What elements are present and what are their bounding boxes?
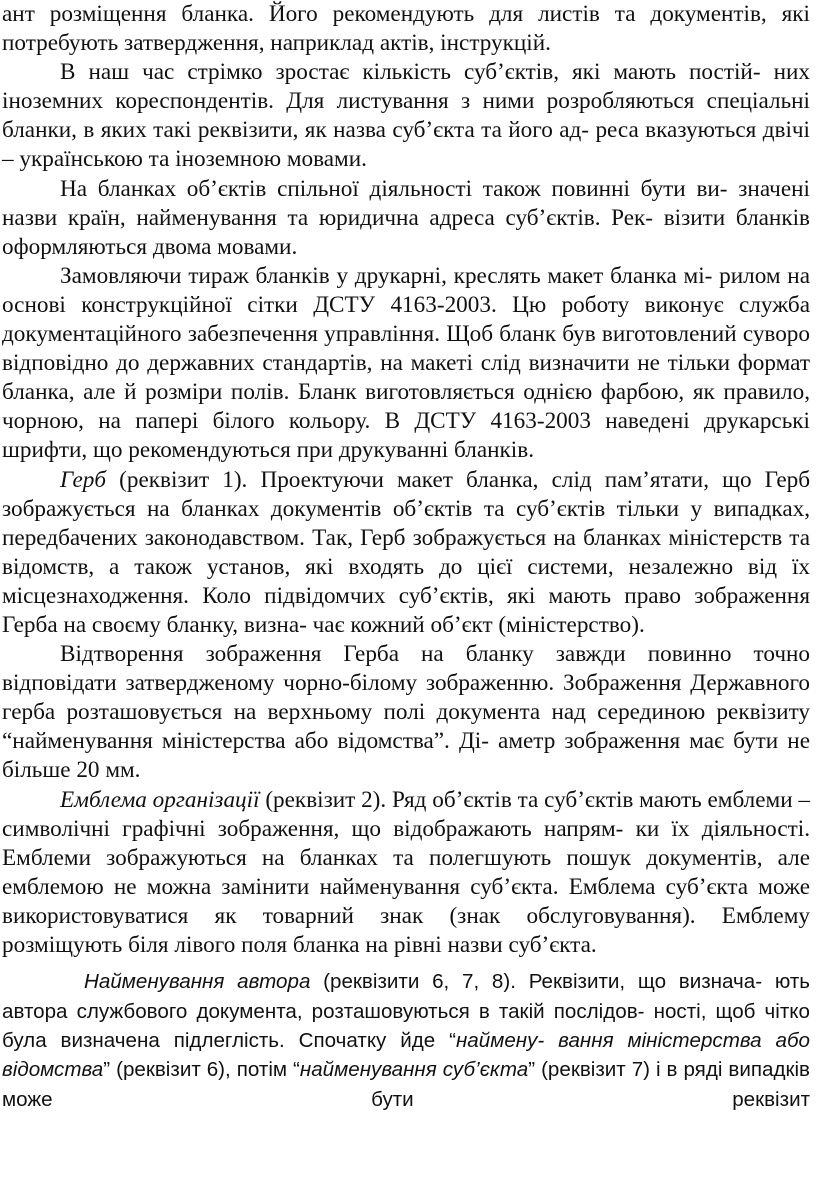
paragraph-author-name	[2, 967, 810, 1114]
paragraph-joint-activity	[2, 175, 810, 262]
term-entity-name: найменування суб’єкта	[299, 1058, 529, 1082]
paragraph-text: (реквізити 6, 7, 8). Реквізити, що визнача- ють автора службового документа, розташовуються в такій послідов- ності, щоб чітко була визначена підлеглість. Спочатку йде “	[2, 970, 811, 1052]
paragraph-text: Відтворення зображення Герба на бланку завжди повинно точно відповідати затвердженому чорно-білому зображенню. Зображення Державного герба розташовується на верхньому полі документа над серединою реквізиту “найменування міністерства або відомства”. Ді- аметр зображення має бути не більше 20 мм.	[2, 641, 810, 784]
term-author-name: Найменування автора	[84, 970, 311, 994]
paragraph-text: Замовляючи тираж бланків у друкарні, креслять макет бланка мі- рилом на основі конструкційної сітки ДСТУ 4163-2003. Цю роботу виконує служба документаційного забезпечення управління. Щоб бланк був виготовлений суворо відповідно до державних стандартів, на макеті слід визначити не тільки формат бланка, але й розміри полів. Бланк виготовляється однією фарбою, як правило, чорною, на папері білого кольору. В ДСТУ 4163-2003 наведені друкарські шрифти, що рекомендуються при друкуванні бланків.	[2, 262, 810, 464]
paragraph-coat-of-arms	[2, 466, 810, 641]
paragraph-foreign-correspondents	[2, 58, 810, 174]
paragraph-print-run	[2, 262, 810, 466]
paragraph-text: На бланках об’єктів спільної діяльності також повинні бути ви- значені назви країн, найменування та юридична адреса суб’єктів. Рек- візити бланків оформляються двома мовами.	[2, 175, 810, 260]
paragraph-text: (реквізит 2). Ряд об’єктів та суб’єктів мають емблеми – символічні графічні зображення, що відображають напрям- ки їх діяльності. Емблеми зображуються на бланках та полегшують пошук документів, але емблемою не можна замінити найменування суб’єкта. Емблема суб’єкта може використовуватися як товарний знак (знак обслуговування). Емблему розміщують біля лівого поля бланка на рівні назви суб’єкта.	[2, 786, 810, 958]
paragraph-text: ” (реквізит 6), потім “	[103, 1058, 300, 1082]
term-ministry-name: наймену- вання міністерства або відомства	[2, 1028, 810, 1082]
term-coat-of-arms: Герб	[60, 466, 107, 493]
paragraph-emblem	[2, 786, 810, 961]
paragraph-text: ” (реквізит 7) і в ряді випадків може бути реквізит	[2, 1058, 810, 1111]
term-emblem: Емблема організації	[60, 786, 260, 813]
paragraph-coat-of-arms-reproduction	[2, 640, 810, 785]
paragraph-text: ант розміщення бланка. Його рекомендують для листів та документів, які потребують затвердження, наприклад актів, інструкцій.	[2, 1, 810, 57]
paragraph-text: В наш час стрімко зростає кількість суб’єктів, які мають постій- них іноземних кореспондентів. Для листування з ними розробляються спеціальні бланки, в яких такі реквізити, як назва суб’єкта та його ад- реса вказуються двічі – українською та іноземною мовами.	[2, 59, 810, 173]
paragraph-text: (реквізит 1). Проектуючи макет бланка, слід пам’ятати, що Герб зображується на бланках документів об’єктів та суб’єктів тільки у випадках, передбачених законодавством. Так, Герб зображується на бланках міністерств та відомств, а також установ, які входять до цієї системи, незалежно від їх місцезнаходження. Коло підвідомчих суб’єктів, які мають право зображення Герба на своєму бланку, визна- чає кожний об’єкт (міністерство).	[2, 466, 810, 638]
paragraph-continuation	[2, 0, 810, 58]
